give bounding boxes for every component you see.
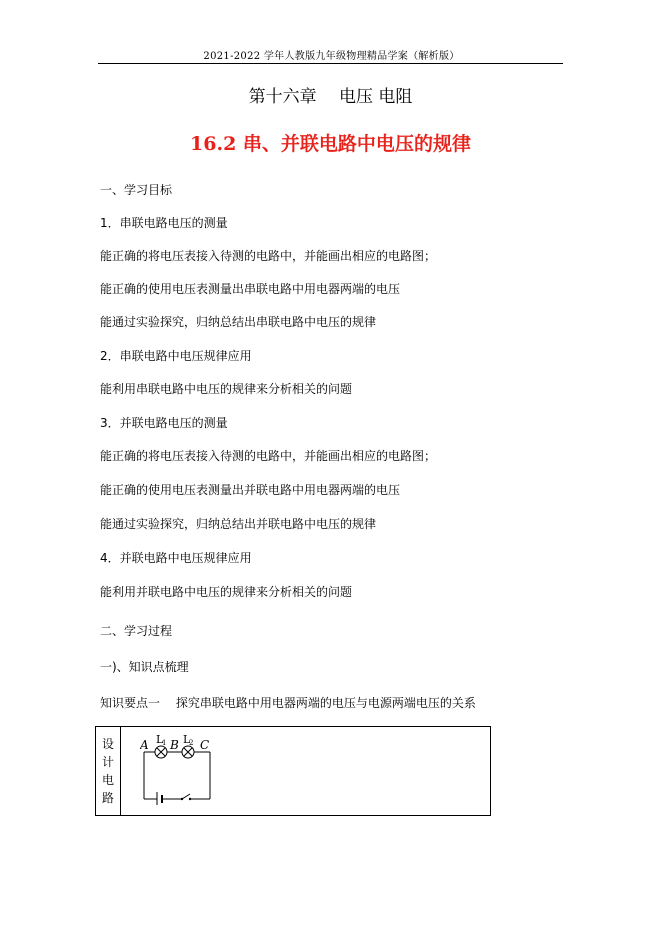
series-circuit-diagram bbox=[140, 733, 220, 805]
goal-text: 能利用并联电路中电压的规律来分析相关的问题 bbox=[100, 585, 353, 599]
goal-heading-3: 3．并联电路电压的测量 bbox=[100, 416, 228, 430]
goal-heading-1: 1．串联电路电压的测量 bbox=[100, 216, 228, 230]
goal-text: 能正确的将电压表接入待测的电路中，并能画出相应的电路图； bbox=[100, 449, 437, 463]
lamp-1-label: L bbox=[156, 733, 164, 746]
subheading-knowledge: 一)、知识点梳理 bbox=[100, 660, 189, 674]
label-char: 电 bbox=[101, 773, 114, 787]
goal-text: 能通过实验探究，归纳总结出并联电路中电压的规律 bbox=[100, 517, 377, 531]
label-char: 设 bbox=[101, 737, 114, 751]
lamp-2-label: L bbox=[183, 733, 191, 746]
table-divider bbox=[120, 727, 121, 815]
knowledge-point-1: 知识要点一 探究串联电路中用电器两端的电压与电源两端电压的关系 bbox=[100, 696, 476, 710]
running-header: 2021-2022 学年人教版九年级物理精品学案（解析版） bbox=[203, 51, 460, 62]
heading-learning-process: 二、学习过程 bbox=[100, 624, 173, 638]
battery-icon bbox=[157, 792, 162, 805]
header-rule bbox=[98, 63, 563, 64]
point-b-label: B bbox=[170, 738, 179, 752]
goal-text: 能利用串联电路中电压的规律来分析相关的问题 bbox=[100, 382, 353, 396]
goal-text: 能正确的使用电压表测量出串联电路中用电器两端的电压 bbox=[100, 282, 401, 296]
heading-learning-goals: 一、学习目标 bbox=[100, 183, 173, 197]
point-a-label: A bbox=[140, 738, 149, 752]
goal-text: 能正确的将电压表接入待测的电路中，并能画出相应的电路图； bbox=[100, 249, 437, 263]
section-title: 16.2 串、并联电路中电压的规律 bbox=[190, 133, 471, 155]
switch-icon bbox=[181, 794, 191, 800]
lamp-2-icon bbox=[182, 746, 194, 758]
goal-heading-4: 4．并联电路中电压规律应用 bbox=[100, 551, 252, 565]
goal-heading-2: 2．串联电路中电压规律应用 bbox=[100, 349, 252, 363]
lamp-2-subscript: 2 bbox=[189, 739, 194, 747]
chapter-title: 第十六章 电压 电阻 bbox=[248, 87, 413, 107]
label-char: 路 bbox=[101, 791, 114, 805]
label-char: 计 bbox=[101, 755, 114, 769]
point-c-label: C bbox=[200, 738, 210, 752]
table-row-label bbox=[96, 735, 120, 807]
lamp-1-icon bbox=[155, 746, 167, 758]
lamp-1-subscript: 1 bbox=[162, 739, 167, 747]
goal-text: 能通过实验探究，归纳总结出串联电路中电压的规律 bbox=[100, 315, 377, 329]
goal-text: 能正确的使用电压表测量出并联电路中用电器两端的电压 bbox=[100, 483, 401, 497]
